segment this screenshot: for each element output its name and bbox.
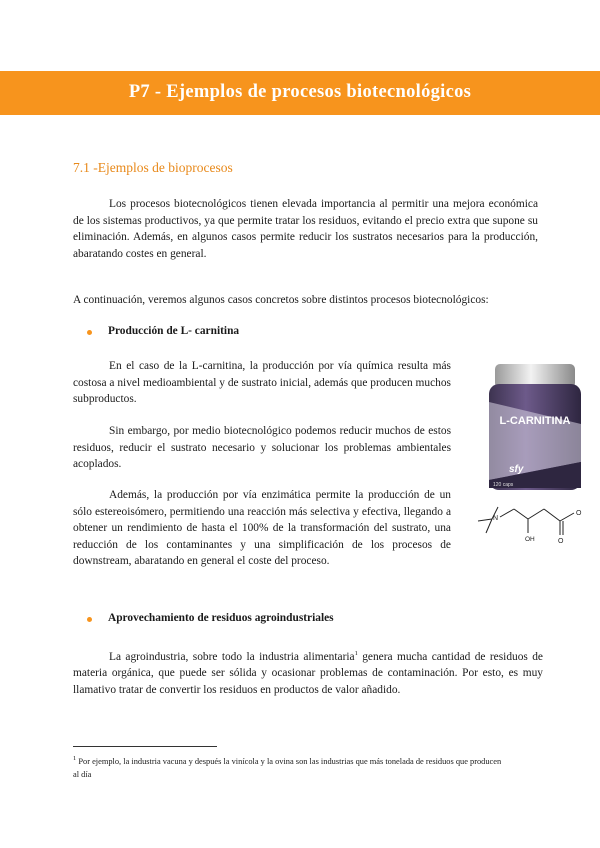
footnote-reference: 1 [354, 650, 358, 657]
lead-paragraph: A continuación, veremos algunos casos concretos sobre distintos procesos biotecnológicos: [73, 294, 489, 306]
bullet-agro-label: Aprovechamiento de residuos agroindustriales [108, 612, 334, 624]
agro-paragraph [73, 646, 543, 698]
bullet-dot-icon [87, 617, 92, 622]
intro-paragraph: Los procesos biotecnológicos tienen elevada importancia al permitir una mejora económica de los sistemas productivos, ya que permite tratar los residuos, evitando el precio extra que supone su eliminación. Además, en algunos casos permite reducir los sustratos necesarios para la producción, abaratando costes en general. [73, 198, 538, 260]
bottle-label-text: L-CARNITINA [499, 415, 571, 427]
footnote [73, 752, 503, 781]
footnote-mark: 1 [73, 755, 77, 762]
agro-paragraph-start: La agroindustria, sobre todo la industria alimentaria [109, 650, 355, 663]
carnitine-paragraph-1: En el caso de la L-carnitina, la producción por vía química resulta más costosa a nivel medioambiental y de sustrato inicial, además que producen muchos subproductos. [73, 360, 451, 405]
footnote-text: Por ejemplo, la industria vacuna y después la vinícola y la ovina son las industrias que más tonelada de residuos que producen al día [73, 756, 502, 779]
svg-text:O: O [558, 538, 564, 545]
title-banner [0, 71, 600, 115]
bullet-dot-icon [87, 330, 92, 335]
section-heading: 7.1 -Ejemplos de bioprocesos [73, 160, 233, 175]
agro-paragraph-end: genera mucha cantidad de residuos de materia orgánica, que puede ser sólida y ocasionar problemas de contaminación. Por esto, es muy llamativo tratar de convertir los residuos en productos de valor añadido. [73, 650, 543, 696]
svg-text:OH: OH [525, 536, 535, 543]
bottle-count-text: 120 caps [493, 482, 514, 488]
footnote-divider [73, 746, 217, 747]
carnitine-paragraph-3: Además, la producción por vía enzimática permite la producción de un sólo estereoisómero, permitiendo una reacción más selectiva y efectiva, llegando a obtener un rendimiento de hasta el 100% de la transformación del sustrato, una reducción de los contaminantes y una simplificación de los procesos de downstream, abaratando en general el coste del proceso. [73, 489, 451, 567]
carnitine-bottle-image [481, 362, 589, 494]
svg-text:O: O [576, 510, 582, 517]
svg-text:N: N [493, 515, 499, 522]
bullet-carnitine-label: Producción de L- carnitina [108, 325, 240, 337]
carnitine-paragraph-2: Sin embargo, por medio biotecnológico podemos reducir muchos de estos residuos, reducir el sustrato necesario y solucionar los problemas ambientales acoplados. [73, 425, 451, 470]
l-carnitine-structure-diagram [470, 497, 594, 557]
page-title: P7 - Ejemplos de procesos biotecnológicos [128, 82, 472, 102]
bottle-brand-text: sfy [509, 464, 524, 475]
